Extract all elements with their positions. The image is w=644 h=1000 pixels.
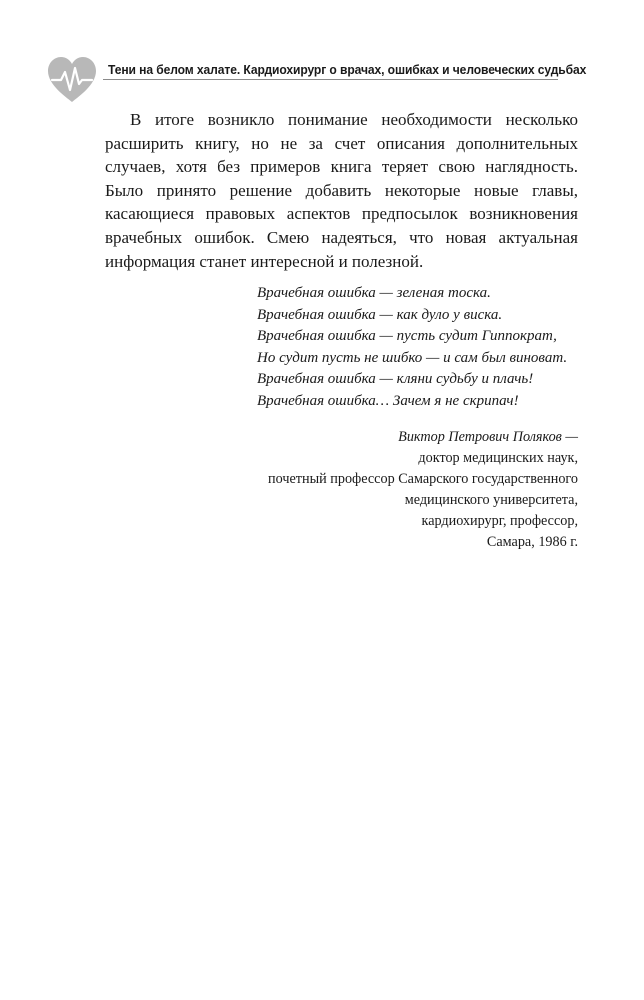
poem-line: Врачебная ошибка — как дуло у виска. <box>257 306 503 323</box>
poem-line: Но судит пусть не шибко — и сам был виноват. <box>257 349 568 366</box>
poem-line: Врачебная ошибка — кляни судьбу и плачь! <box>257 371 534 387</box>
author-attribution <box>240 427 578 553</box>
heart-pulse-icon <box>44 54 100 106</box>
author-credential: почетный профессор Самарского государственного <box>268 471 578 487</box>
author-credential: медицинского университета, <box>404 492 578 508</box>
body-paragraph: В итоге возникло понимание необходимости несколько расширить книгу, но не за счет описания дополнительных случаев, хотя без примеров книга теряет свою наглядность. Было принято решение добавить некоторые новые главы, касающиеся правовых аспектов предпосылок возникновения врачебных ошибок. Смею надеяться, что новая актуальная информация станет интересной и полезной. <box>105 110 578 271</box>
running-header-title: Тени на белом халате. Кардиохирург о врачах, ошибках и человеческих судьбах <box>108 62 587 77</box>
author-credential: доктор медицинских наук, <box>418 450 578 466</box>
poem-line: Врачебная ошибка — зеленая тоска. <box>257 285 491 301</box>
author-credential: кардиохирург, профессор, <box>421 513 578 529</box>
author-name: Виктор Петрович Поляков — <box>398 429 578 445</box>
author-place-date: Самара, 1986 г. <box>486 534 578 550</box>
header-rule <box>103 79 558 80</box>
poem-line: Врачебная ошибка… Зачем я не скрипач! <box>257 392 519 409</box>
poem-line: Врачебная ошибка — пусть судит Гиппократ, <box>257 328 557 344</box>
running-header <box>0 0 644 100</box>
epigraph-poem <box>257 283 587 412</box>
